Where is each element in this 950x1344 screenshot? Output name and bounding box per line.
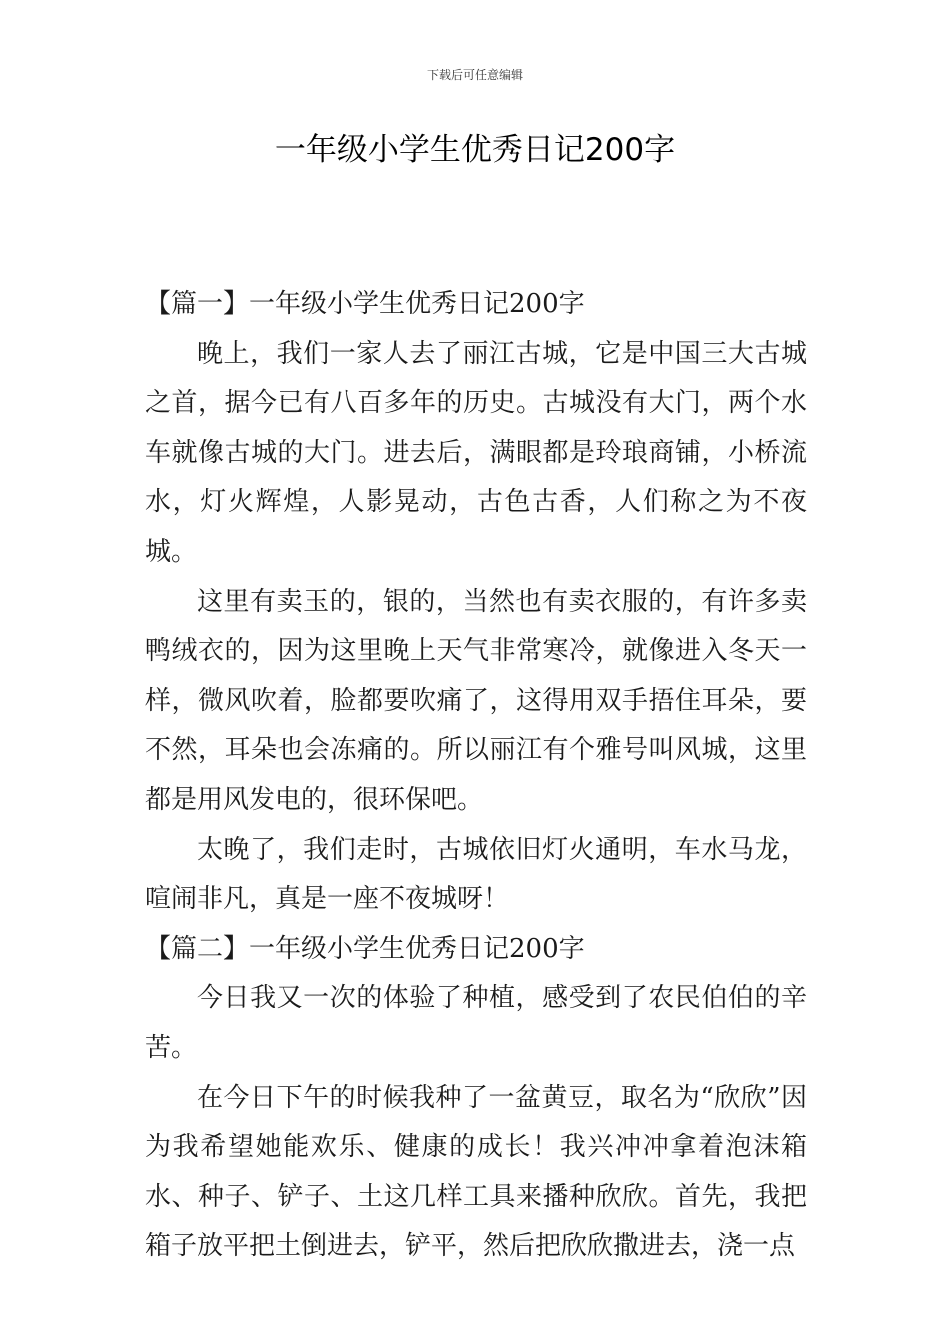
section-1-paragraph-2: 这里有卖玉的，银的，当然也有卖衣服的，有许多卖鸭绒衣的，因为这里晚上天气非常寒冷，就像进入冬天一样，微风吹着，脸都要吹痛了，这得用双手捂住耳朵，要不然，耳朵也会冻痛的。所以丽江有个雅号叫风城，这里都是用风发电的，很环保吧。 (145, 586, 807, 815)
section-1-paragraph-1: 晚上，我们一家人去了丽江古城，它是中国三大古城之首，据今已有八百多年的历史。古城没有大门，两个水车就像古城的大门。进去后，满眼都是玲琅商铺，小桥流水，灯火辉煌，人影晃动，古色古香，人们称之为不夜城。 (145, 338, 807, 567)
document-title: 一年级小学生优秀日记200字 (274, 132, 676, 168)
document-body (145, 280, 807, 1272)
section-1-paragraph-3: 太晚了，我们走时，古城依旧灯火通明，车水马龙，喧闹非凡，真是一座不夜城呀！ (145, 834, 807, 915)
header-note: 下载后可任意编辑 (426, 68, 523, 82)
section-heading-1: 【篇一】一年级小学生优秀日记200字 (145, 289, 585, 319)
section-2-paragraph-1: 今日我又一次的体验了种植，感受到了农民伯伯的辛苦。 (145, 983, 807, 1063)
section-heading-2: 【篇二】一年级小学生优秀日记200字 (145, 933, 585, 964)
section-2-paragraph-2: 在今日下午的时候我种了一盆黄豆，取名为“欣欣”因为我希望她能欢乐、健康的成长！我兴冲冲拿着泡沫箱水、种子、铲子、土这几样工具来播种欣欣。首先，我把箱子放平把土倒进去，铲平，然后把欣欣撒进去，浇一点 (145, 1082, 807, 1262)
